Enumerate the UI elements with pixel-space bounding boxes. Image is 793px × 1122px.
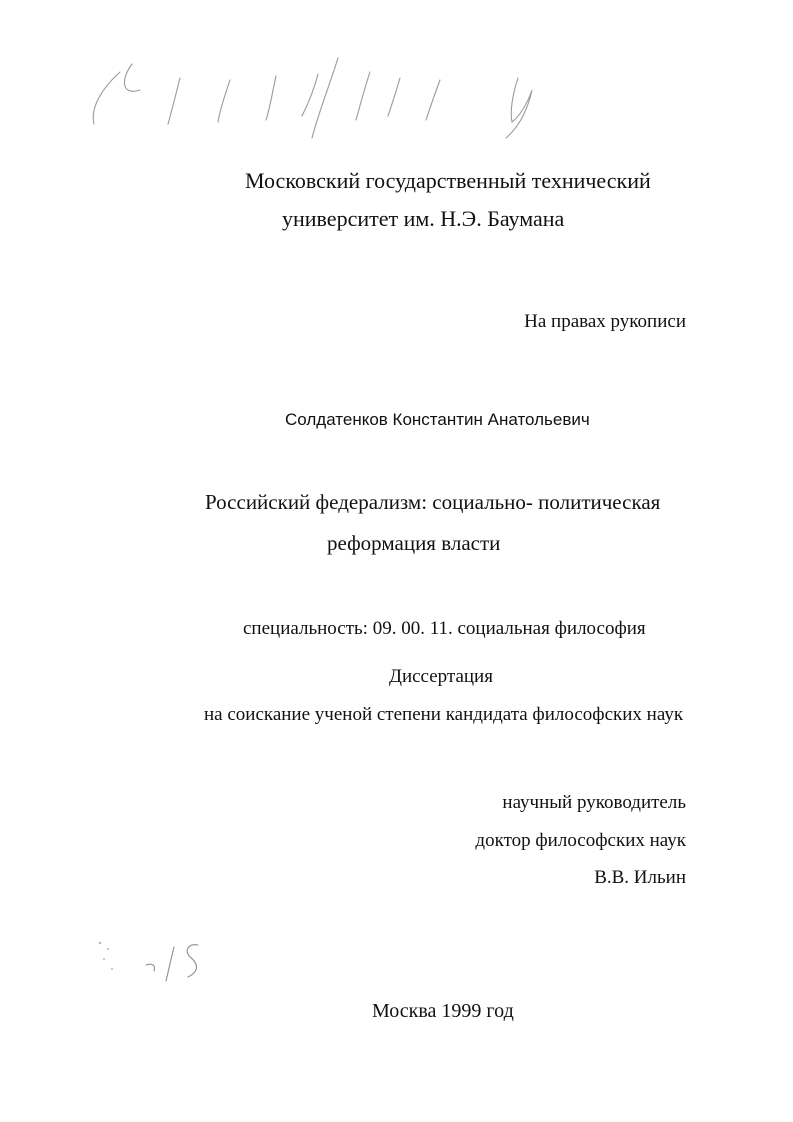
specialty: специальность: 09. 00. 11. социальная философия [243,618,646,639]
author-name: Солдатенков Константин Анатольевич [285,410,590,429]
supervisor-name: В.В. Ильин [594,867,686,888]
city-year: Москва 1999 год [372,1000,514,1022]
institution-line-1: Московский государственный технический [245,168,651,193]
institution-line-2: университет им. Н.Э. Баумана [282,206,565,231]
rights-note: На правах рукописи [524,311,686,332]
title-line-1: Российский федерализм: социально- политическая [205,490,661,514]
supervisor-degree: доктор философских наук [475,830,686,851]
work-type: Диссертация [389,666,493,687]
title-line-2: реформация власти [327,531,501,555]
degree: на соискание ученой степени кандидата философских наук [204,704,684,725]
supervisor-role: научный руководитель [502,792,686,813]
handwritten-signature-top [80,50,560,145]
handwritten-mark-bottom [90,925,230,985]
